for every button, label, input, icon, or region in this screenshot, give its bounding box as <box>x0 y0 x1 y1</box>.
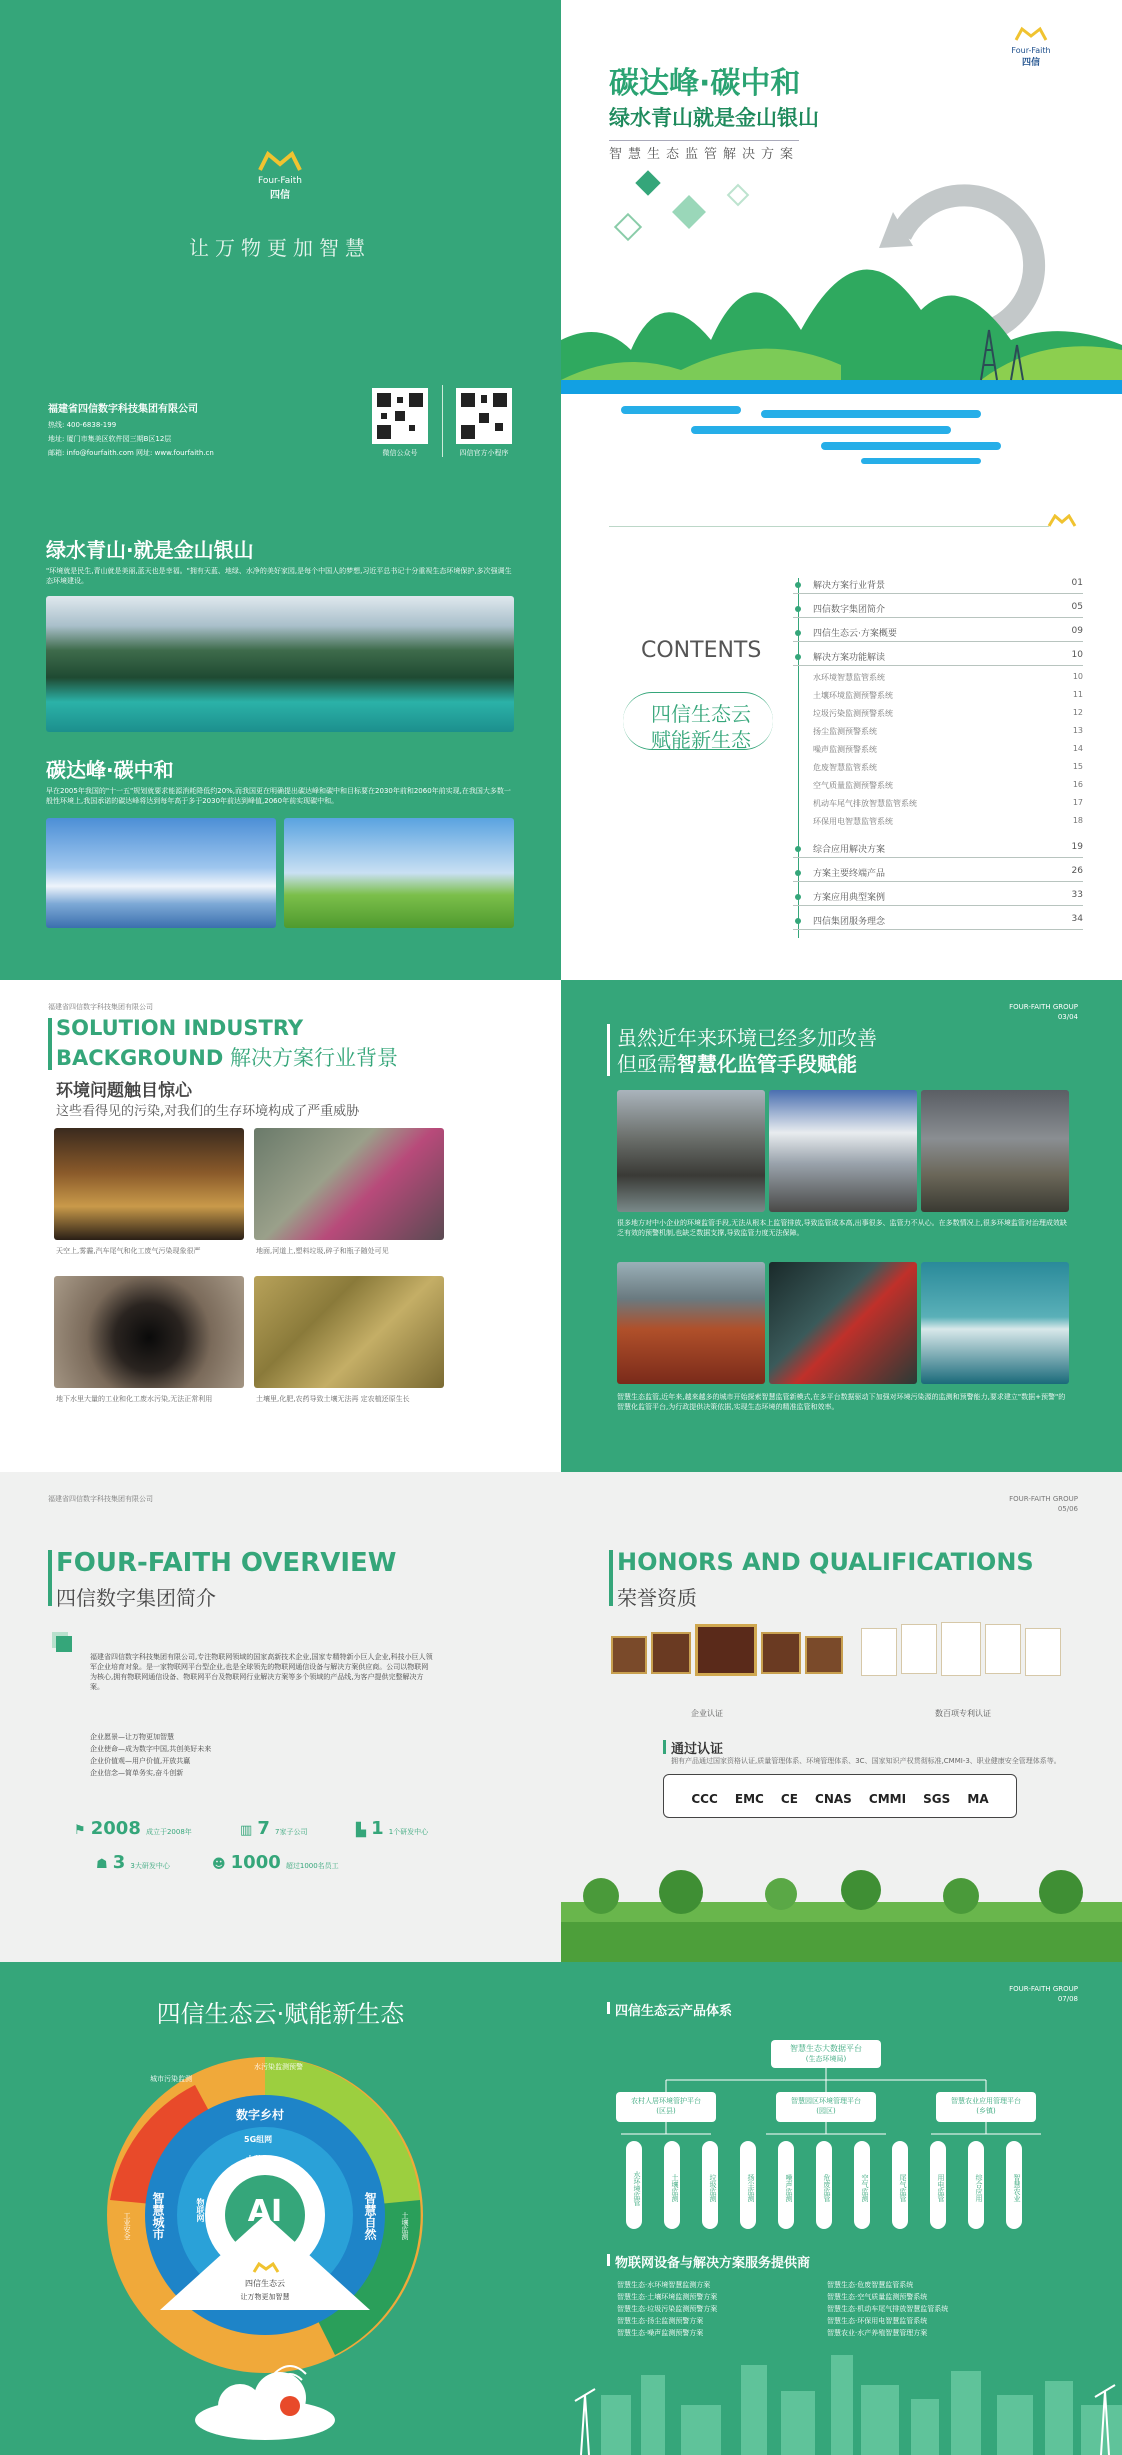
products-l2-node <box>776 2092 876 2122</box>
toc-item[interactable]: 综合应用解决方案 19 <box>793 842 1083 858</box>
toc-item[interactable]: 四信数字集团简介 05 <box>793 602 1083 618</box>
toc-sub-item[interactable]: 扬尘监测预警系统 13 <box>813 726 1083 736</box>
honors-title-cn: 荣誉资质 <box>617 1586 697 1610</box>
address: 地址: 厦门市集美区软件园三期B区12层 <box>48 435 172 443</box>
brand-name-cn-small: 四信 <box>1021 58 1040 68</box>
toc-item[interactable]: 方案应用典型案例 33 <box>793 890 1083 906</box>
page-number: 03/04 <box>1057 1013 1078 1021</box>
service-item: 智慧生态·危废智慧监管系统 <box>827 2281 914 2289</box>
sgs-logo-icon: SGS <box>923 1792 951 1806</box>
supervision-title-1: 虽然近年来环境已经多加改善 <box>617 1026 877 1050</box>
hotline: 热线: 400-6838-199 <box>48 421 117 429</box>
products-l2-line1: 农村人居环境管护平台 <box>631 2097 701 2105</box>
certificate <box>861 1628 897 1676</box>
building-icon: ▥ <box>240 1823 253 1838</box>
qr-code-icon <box>461 393 507 439</box>
plaques-image <box>611 1622 847 1682</box>
photo-groundwater-well <box>54 1276 244 1388</box>
bullet-icon <box>795 894 801 900</box>
panel-front-cover <box>561 0 1122 490</box>
intro-heading-1: 绿水青山·就是金山银山 <box>46 538 254 562</box>
service-item: 智慧生态·噪声监测预警方案 <box>617 2329 704 2337</box>
service-item: 智慧生态·扬尘监测预警方案 <box>617 2317 704 2325</box>
photo-cracked-soil <box>254 1276 444 1388</box>
products-l2-line1: 智慧园区环境管理平台 <box>791 2097 861 2105</box>
stat-value: 1 <box>371 1818 384 1839</box>
ring2-label: 数字乡村 <box>236 2108 285 2122</box>
toc-sub-item[interactable]: 空气质量监测预警系统 16 <box>813 780 1083 790</box>
panel-back-cover <box>0 0 561 490</box>
cloud-icon <box>190 2362 340 2442</box>
company-small: 福建省四信数字科技集团有限公司 <box>48 1495 153 1503</box>
bullet-icon <box>795 582 801 588</box>
panel-overview <box>0 1472 561 1962</box>
contents-title: CONTENTS <box>641 638 762 663</box>
overview-list-item: 企业愿景—让万物更加智慧 <box>90 1733 174 1741</box>
emc-logo-icon: EMC <box>734 1792 764 1806</box>
toc-sub-item[interactable]: 环保用电智慧监管系统 18 <box>813 816 1083 826</box>
company-name: 福建省四信数字科技集团有限公司 <box>48 404 198 415</box>
products-l2-line2: (园区) <box>816 2107 836 2115</box>
ccc-logo-icon: CCC <box>691 1792 718 1806</box>
panel-products <box>561 1962 1122 2455</box>
bullet-icon <box>795 846 801 852</box>
overview-title-cn: 四信数字集团简介 <box>56 1586 216 1610</box>
stat-employees <box>212 1852 339 1873</box>
email-web: 邮箱: info@fourfaith.com 网址: www.fourfaith.cn <box>48 449 214 457</box>
plaque <box>651 1632 691 1674</box>
photo-trash-city <box>921 1090 1069 1212</box>
honors-label-2: 数百项专利认证 <box>935 1709 991 1718</box>
products-title: 四信生态云产品体系 <box>615 2004 733 2019</box>
brand-name-en-small: Four-Faith <box>1011 46 1051 55</box>
panel-ecosystem <box>0 1962 561 2455</box>
cert-logo-box <box>663 1774 1017 1818</box>
ecosystem-title: 四信生态云·赋能新生态 <box>156 2000 405 2028</box>
products-l3-node: 用电监管 <box>929 2140 947 2230</box>
plaque <box>761 1632 801 1674</box>
caption-groundwater: 地下水里大量的工业和化工废水污染,无法正常利用 <box>56 1395 213 1403</box>
ring1-label: 云计算 <box>306 2198 315 2222</box>
ring3-label: 水污染监测预警 <box>254 2063 303 2071</box>
brand-name-cn: 四信 <box>270 190 290 201</box>
products-root-line2: (生态环境局) <box>805 2055 847 2063</box>
toc-item[interactable]: 方案主要终端产品 26 <box>793 866 1083 882</box>
overview-list-item: 企业价值观—用户价值,开放共赢 <box>90 1757 191 1765</box>
qr-code-icon <box>377 393 423 439</box>
products-l3-node: 尾气监管 <box>891 2140 909 2230</box>
plaque <box>805 1636 843 1674</box>
group-label: FOUR-FAITH GROUP <box>1009 1495 1078 1503</box>
bullet-icon <box>795 606 801 612</box>
stat-centers <box>96 1852 170 1873</box>
photo-factory-smoke <box>769 1090 917 1212</box>
caption-soil: 土壤里,化肥,农药导致土壤无法再 定农植还原生长 <box>256 1395 410 1403</box>
certificate <box>901 1624 937 1674</box>
background-title-en-1: SOLUTION INDUSTRY <box>56 1016 304 1040</box>
cmmi-logo-icon: CMMI <box>868 1792 907 1806</box>
products-l3-node: 土壤监测 <box>663 2140 681 2230</box>
square-icon <box>56 1636 72 1652</box>
products-l3-node: 智慧农业 <box>1005 2140 1023 2230</box>
supervision-title-2a: 但亟需 <box>617 1052 677 1076</box>
photo-air-pollution <box>54 1128 244 1240</box>
products-l2-line2: (区县) <box>656 2107 676 2115</box>
bullet-icon <box>795 918 801 924</box>
bullet-icon <box>795 654 801 660</box>
stat-label: 1个研发中心 <box>388 1828 429 1836</box>
title-accent-bar <box>663 1740 666 1754</box>
flag-icon: ⚑ <box>74 1823 86 1838</box>
stat-subsidiaries <box>240 1818 307 1839</box>
products-l3-node: 噪声监测 <box>777 2140 795 2230</box>
supervision-title-2 <box>617 1048 857 1077</box>
products-l3-node: 水环境监管 <box>625 2140 643 2230</box>
overview-list-item: 企业信念—简单务实,奋斗创新 <box>90 1769 184 1777</box>
cover-subtitle: 智慧生态监管解决方案 <box>609 140 799 162</box>
bullet-icon <box>795 870 801 876</box>
photo-snow-mountains <box>46 818 276 928</box>
stat-label: 7家子公司 <box>275 1828 308 1836</box>
grass-trees-illustration <box>561 1862 1122 1962</box>
panel-intro <box>0 490 561 980</box>
photo-polluted-shore <box>617 1090 765 1212</box>
contents-top-line <box>609 526 1049 527</box>
factory-icon: ▙ <box>356 1823 366 1838</box>
products-l2-line1: 智慧农业应用管理平台 <box>951 2097 1021 2105</box>
title-accent-bar <box>607 1024 610 1076</box>
toc-sub-item[interactable]: 土壤环境监测预警系统 11 <box>813 690 1083 700</box>
cover-title-line2: 绿水青山就是金山银山 <box>609 106 819 130</box>
ring3-label: 城市污染监测 <box>150 2075 192 2083</box>
tree-connectors <box>561 1962 1122 2192</box>
stat-rd <box>356 1818 428 1839</box>
cover-landscape-illustration <box>561 160 1122 490</box>
four-faith-logo-icon <box>1013 26 1049 42</box>
photo-ocean-plastic <box>921 1262 1069 1384</box>
products-l2-node <box>936 2092 1036 2122</box>
service-item: 智慧生态·土壤环境监测预警方案 <box>617 2293 718 2301</box>
brand-logo <box>240 150 320 201</box>
caption-air: 天空上,雾霾,汽车尾气和化工废气污染现象很严 <box>56 1247 201 1255</box>
service-title: 物联网设备与解决方案服务提供商 <box>615 2256 811 2271</box>
background-sub-2: 这些看得见的污染,对我们的生存环境构成了严重威胁 <box>56 1104 360 1119</box>
ma-logo-icon: MA <box>967 1792 989 1806</box>
stat-value: 3 <box>112 1852 126 1873</box>
photo-river-waste <box>254 1128 444 1240</box>
four-faith-logo-icon <box>256 150 304 172</box>
service-item: 智慧农业·水产养殖智慧管理方案 <box>827 2329 928 2337</box>
cnas-logo-icon: CNAS <box>815 1792 852 1806</box>
photo-lake-mountains <box>46 596 514 732</box>
stat-label: 超过1000名员工 <box>285 1862 339 1870</box>
toc-item[interactable]: 解决方案功能解读 10 <box>793 650 1083 666</box>
page-number: 07/08 <box>1057 1995 1078 2003</box>
products-l3-node: 综合应用 <box>967 2140 985 2230</box>
background-title-en-2 <box>56 1042 398 1072</box>
ring2-label: 5G组网 <box>244 2135 273 2144</box>
contents-slogan-line2: 赋能新生态 <box>651 728 751 752</box>
city-skyline-illustration <box>561 2355 1122 2455</box>
toc-sub-item[interactable]: 危废智慧监管系统 15 <box>813 762 1083 772</box>
panel-contents <box>561 490 1122 980</box>
intro-heading-2: 碳达峰·碳中和 <box>46 758 174 782</box>
plaque <box>695 1624 757 1676</box>
products-l3-node: 垃圾监测 <box>701 2140 719 2230</box>
ring3-label: 工业安全 <box>123 2212 131 2240</box>
background-title-cn: 解决方案行业背景 <box>229 1046 398 1070</box>
service-item: 智慧生态·垃圾污染监测预警方案 <box>617 2305 718 2313</box>
background-title-en-2-text: BACKGROUND <box>56 1046 224 1070</box>
products-l3-node: 危废监管 <box>815 2140 833 2230</box>
ecosystem-bottom-sub: 让万物更加智慧 <box>240 2293 290 2301</box>
stat-value: 1000 <box>230 1852 281 1873</box>
ring3-label: 土壤监测 <box>401 2212 409 2240</box>
stat-value: 2008 <box>90 1818 141 1839</box>
qr-divider <box>442 385 443 457</box>
ce-logo-icon: CE <box>780 1792 798 1806</box>
honors-label-1: 企业认证 <box>691 1709 723 1718</box>
ecosystem-center: AI <box>247 2194 283 2229</box>
company-small: 福建省四信数字科技集团有限公司 <box>48 1003 153 1011</box>
stat-label: 3大研发中心 <box>130 1862 170 1870</box>
brand-name-en: Four-Faith <box>257 176 303 186</box>
title-accent-bar <box>48 1018 52 1070</box>
certificate <box>985 1624 1021 1674</box>
ring2-label: 智慧城市 <box>151 2192 165 2240</box>
panel-supervision <box>561 980 1122 1472</box>
products-l3-node: 扬尘监测 <box>739 2140 757 2230</box>
contents-slogan-line1: 四信生态云 <box>651 702 751 726</box>
title-accent-bar <box>607 2254 610 2266</box>
toc-item[interactable]: 解决方案行业背景 01 <box>793 578 1083 594</box>
ecosystem-bottom-title: 四信生态云 <box>245 2279 285 2288</box>
panel-industry-background <box>0 980 561 1472</box>
products-root-line1: 智慧生态大数据平台 <box>790 2044 862 2053</box>
title-accent-bar <box>48 1550 52 1606</box>
service-item: 智慧生态·环保用电智慧监管系统 <box>827 2317 928 2325</box>
caption-river: 地面,河道上,塑料垃圾,碎子和瓶子随处可见 <box>256 1247 389 1255</box>
certificate <box>1025 1628 1061 1676</box>
bullet-icon <box>795 630 801 636</box>
toc-sub-item[interactable]: 垃圾污染监测预警系统 12 <box>813 708 1083 718</box>
stat-founded <box>74 1818 192 1839</box>
brand-slogan: 让万物更加智慧 <box>189 236 371 260</box>
qr-code-miniapp[interactable] <box>456 388 512 444</box>
cert-title: 通过认证 <box>671 1742 724 1757</box>
service-item: 智慧生态·水环境智慧监测方案 <box>617 2281 711 2289</box>
people-icon: ☗ <box>96 1857 108 1872</box>
overview-title-en: FOUR-FAITH OVERVIEW <box>56 1548 397 1578</box>
certificate <box>941 1622 981 1676</box>
overview-list-item: 企业使命—成为数字中国,共创美好未来 <box>90 1745 212 1753</box>
service-item: 智慧生态·空气质量监测预警系统 <box>827 2293 928 2301</box>
service-item: 智慧生态·机动车尾气排放智慧监管系统 <box>827 2305 949 2313</box>
group-label: FOUR-FAITH GROUP <box>1009 1985 1078 1993</box>
toc-sub-item[interactable]: 水环境智慧监管系统 10 <box>813 672 1083 682</box>
intro-text-2: 早在2005年我国的"十一五"规划就要求能源消耗降低约20%,而我国更在明确提出碳达峰和碳中和目标要在2030年前和2060年前实现,在我国大多数一般性环境上,我国承诺的碳达峰将达到每年高于多于2030年前达到峰值,2060年前实现碳中和。 <box>46 787 511 805</box>
contents-list <box>793 578 1083 958</box>
toc-item[interactable]: 四信集团服务理念 34 <box>793 914 1083 930</box>
products-l2-line2: (乡镇) <box>976 2107 996 2115</box>
honors-title-en: HONORS AND QUALIFICATIONS <box>617 1548 1034 1576</box>
ring1-label: 物联网 <box>196 2198 205 2222</box>
photo-red-water <box>617 1262 765 1384</box>
toc-sub-item[interactable]: 噪声监测预警系统 14 <box>813 744 1083 754</box>
overview-text: 福建省四信数字科技集团有限公司,专注物联网领域的国家高新技术企业,国家专精特新小巨人企业,科技小巨人领军企业培育对象。是一家物联网平台型企业,也是全球领先的物联网通信设备与解决方案供应商。公司以物联网为核心,拥有物联网通信设备、物联网平台及物联网行业解决方案等多个领域的产品线,为客户提供完整解决方案。 <box>90 1653 433 1691</box>
supervision-title-2b: 智慧化监管手段赋能 <box>677 1052 857 1076</box>
title-accent-bar <box>609 1550 613 1606</box>
ring2-label: 智慧自然 <box>363 2192 377 2240</box>
stat-label: 成立于2008年 <box>145 1828 192 1836</box>
products-l2-node <box>616 2092 716 2122</box>
background-sub-1: 环境问题触目惊心 <box>56 1081 192 1101</box>
certificates-image <box>861 1622 1081 1682</box>
group-label: FOUR-FAITH GROUP <box>1009 1003 1078 1011</box>
ring1-label: 大数据 <box>246 2155 270 2164</box>
qr-label-miniapp: 四信官方小程序 <box>459 449 509 457</box>
four-faith-logo-icon <box>1047 514 1077 528</box>
four-faith-logo-icon <box>252 2262 280 2274</box>
photo-green-field <box>284 818 514 928</box>
products-l3-node: 空气监测 <box>853 2140 871 2230</box>
toc-sub-item[interactable]: 机动车尾气排放智慧监管系统 17 <box>813 798 1083 808</box>
supervision-text-1: 很多地方对中小企业的环境监管手段,无法从根本上监管排放,导致监管成本高,出事很多、监管力不从心。在多数情况上,很多环境监管对治理成效缺乏有效的预警机制,也缺乏数据支撑,导致监管力度无法保障。 <box>617 1219 1067 1237</box>
photo-oil-cleanup <box>769 1262 917 1384</box>
cover-title-line1: 碳达峰·碳中和 <box>609 66 801 101</box>
page-number: 05/06 <box>1057 1505 1078 1513</box>
panel-honors <box>561 1472 1122 1962</box>
cert-text: 拥有产品通过国家资格认证,质量管理体系、环境管理体系、3C、国家知识产权贯彻标准,CMMI-3、职业健康安全管理体系等。 <box>671 1757 1061 1765</box>
brand-logo-small <box>1001 26 1061 68</box>
team-icon: ☻ <box>212 1857 226 1872</box>
plaque <box>611 1636 647 1674</box>
qr-code-wechat[interactable] <box>372 388 428 444</box>
stat-value: 7 <box>257 1818 270 1839</box>
supervision-text-2: 智慧生态监管,近年来,越来越多的城市开始探索智慧监管新模式,在多平台数据驱动下加强对环境污染源的监测和预警能力,要求建立"数据+预警"的智慧化监管平台,为行政提供决策依据,实现生态环境的精准监管和效率。 <box>617 1393 1066 1411</box>
intro-text-1: "环境就是民生,青山就是美丽,蓝天也是幸福。"拥有天蓝、地绿、水净的美好家园,是每个中国人的梦想,习近平总书记十分重视生态环境保护,多次强调生态环境建设。 <box>46 567 512 585</box>
qr-label-wechat: 微信公众号 <box>382 449 418 457</box>
toc-item[interactable]: 四信生态云·方案概要 09 <box>793 626 1083 642</box>
